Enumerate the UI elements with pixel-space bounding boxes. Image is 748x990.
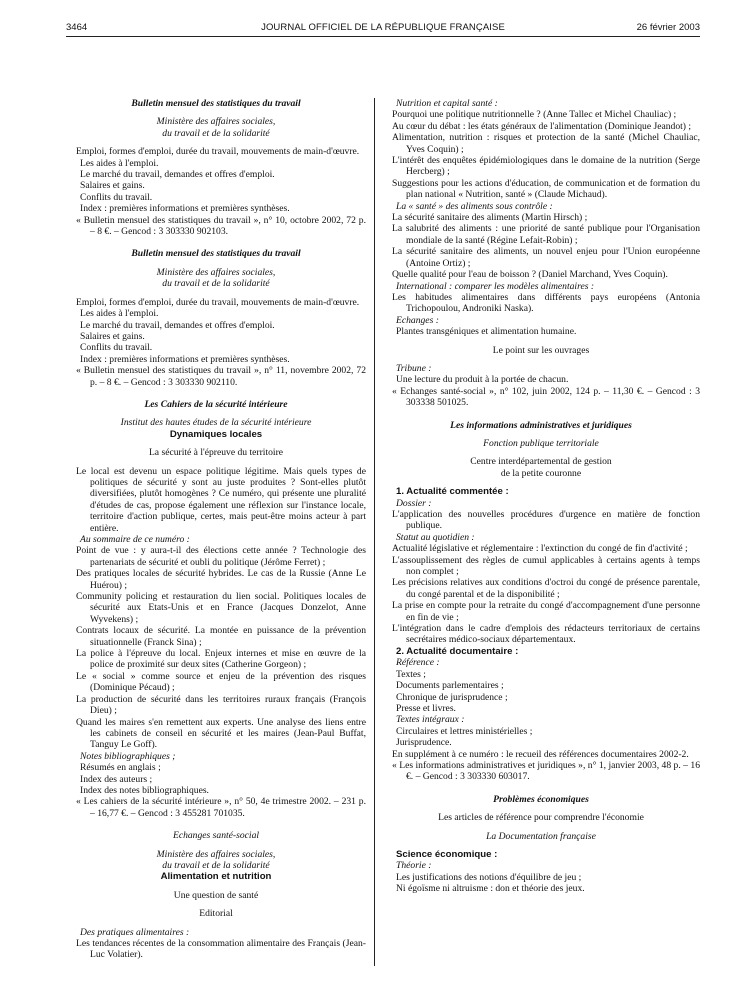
list-item: Le « social » comme source et enjeu de la prévention des risques (Dominique Pécaud) ; [76,670,366,694]
list-item: Les aides à l'emploi. [80,157,159,169]
ministry-line: du travail et de la solidarité [162,278,270,290]
echanges-block [66,830,366,961]
list-item: Emploi, formes d'emploi, durée du travail, mouvements de main-d'œuvre. [76,296,360,308]
list-item: Actualité législative et réglementaire : l'extinction du congé de fin d'activité ; [392,543,688,555]
publication-title: Problèmes économiques [493,793,589,805]
cahiers-block [66,399,366,819]
issue-subtitle: Alimentation et nutrition [160,871,272,883]
section-heading: 2. Actualité documentaire : [396,645,519,657]
list-item: Des pratiques locales de sécurité hybrides. Le cas de la Russie (Anne Le Huérou) ; [76,568,366,591]
list-item: Une lecture du produit à la portée de chacun. [396,374,569,386]
list-item: Le marché du travail, demandes et offres d'emploi. [80,169,275,181]
editorial-heading: Editorial [199,908,233,920]
publisher-line: de la petite couronne [500,467,582,479]
list-item: Circulaires et lettres ministérielles ; [396,725,533,737]
list-item: Emploi, formes d'emploi, durée du travail, mouvements de main-d'œuvre. [76,146,360,158]
issue-date: 26 février 2003 [636,22,700,33]
ministry-line: Ministère des affaires sociales, [156,848,276,860]
list-item: Le marché du travail, demandes et offres d'emploi. [80,319,275,331]
section-label: La « santé » des aliments sous contrôle : [396,200,553,212]
list-item: Les justifications des notions d'équilibre de jeu ; [396,871,582,883]
supplement-note: En supplément à ce numéro : le recueil des références documentaires 2002-2. [392,748,689,760]
list-item: Les tendances récentes de la consommation alimentaire des Français (Jean-Luc Volatier). [76,938,366,961]
list-item: Index : premières informations et premières synthèses. [80,203,290,215]
list-item: Les habitudes alimentaires dans différents pays européens (Antonia Trichopoulou, Androniki Naska). [392,291,700,315]
issue-theme: La sécurité à l'épreuve du territoire [148,447,284,459]
list-item: La prise en compte pour la retraite du congé d'accompagnement d'une personne en fin de vie ; [392,600,700,623]
section-label: Textes intégraux : [396,714,465,726]
section-heading: 1. Actualité commentée : [396,486,509,498]
list-item: L'intégration dans le cadre d'emplois des rédacteurs territoriaux de certains secrétaires médico-sociaux départementaux. [392,623,700,646]
biblio-label: Notes bibliographiques ; [80,750,176,762]
ministry-line: du travail et de la solidarité [162,859,270,871]
publisher-line: La Documentation française [486,830,596,842]
list-item: Index des auteurs ; [80,773,153,785]
section-label: Statut au quotidien : [396,531,475,543]
list-item: Les précisions relatives aux conditions d'octroi du congé de présence parentale, du congé parental et de la disponibilité ; [392,577,700,600]
journal-title: JOURNAL OFFICIEL DE LA RÉPUBLIQUE FRANÇAISE [261,22,505,33]
list-item: Salaires et gains. [80,180,145,192]
bulletin-title: Bulletin mensuel des statistiques du travail [131,98,301,109]
section-heading: Science économique : [396,848,498,860]
list-item: Presse et livres. [396,702,456,714]
publication-subtitle: Les articles de référence pour comprendre l'économie [438,812,644,824]
list-item: Quelle qualité pour l'eau de boisson ? (Daniel Marchand, Yves Coquin). [392,269,668,281]
ministry-line: Ministère des affaires sociales, [156,266,276,278]
publication-reference: « Bulletin mensuel des statistiques du travail », n° 10, octobre 2002, 72 p. – 8 €. – Gencod : 3 303330 902103. [76,214,366,238]
list-item: Contrats locaux de sécurité. La montée en puissance de la prévention situationnelle (Franck Sina) ; [76,625,366,648]
list-item: La salubrité des aliments : une priorité de santé publique pour l'Organisation mondiale de la santé (Régine Lefait-Robin) ; [392,223,700,246]
list-item: Community policing et restauration du lien social. Politiques locales de sécurité aux Etats-Unis et en France (Jacques Donzelot, Anne Wyvekens) ; [76,591,366,625]
issue-subtitle: Dynamiques locales [169,428,263,440]
list-item: Textes ; [396,668,426,680]
issue-theme: Une question de santé [173,889,259,901]
publication-title: Echanges santé-social [172,830,260,842]
list-item: Quand les maires s'en remettent aux experts. Une analyse des liens entre les cabinets de conseil en sécurité et les maires (Jean-Paul Buffat, Tanguy Le Goff). [76,716,366,751]
list-item: Au cœur du débat : les états généraux de l'alimentation (Dominique Jeandot) ; [392,120,692,132]
list-item: Jurisprudence. [396,737,452,749]
subsection-heading: Le point sur les ouvrages [492,344,590,356]
publication-reference: « Bulletin mensuel des statistiques du travail », n° 11, novembre 2002, 72 p. – 8 €. – Gencod : 3 303330 902110. [76,365,366,388]
publication-title: Les informations administratives et juridiques [450,419,632,431]
page-number: 3464 [66,22,88,33]
institute-line: Institut des hautes études de la sécurité intérieure [120,417,312,429]
list-item: La police à l'épreuve du local. Enjeux internes et mise en œuvre de la police de proximité sur deux sites (Catherine Gorgeon) ; [76,648,366,671]
section-label: Référence : [396,657,440,669]
section-label: International : comparer les modèles alimentaires : [396,280,595,292]
list-item: Suggestions pour les actions d'éducation, de communication et de formation du plan national « Nutrition, santé » (Claude Michaud). [392,177,700,201]
list-item: Les aides à l'emploi. [80,308,159,320]
list-item: Plantes transgéniques et alimentation humaine. [396,326,577,338]
list-item: L'assouplissement des règles de cumul applicables à certains agents à temps non complet ; [392,554,700,578]
section-label: Echanges : [396,314,439,326]
publication-title: Les Cahiers de la sécurité intérieure [144,398,288,410]
publication-reference: « Les cahiers de la sécurité intérieure », n° 50, 4e trimestre 2002. – 231 p. – 16,77 €. – Gencod : 3 455281 701035. [76,796,366,819]
publication-reference: « Les informations administratives et juridiques », n° 1, janvier 2003, 48 p. – 16 €. – Gencod : 3 303330 603017. [392,759,700,783]
section-label: Nutrition et capital santé : [396,98,498,109]
column-divider [374,98,375,966]
list-item: Salaires et gains. [80,330,145,342]
list-item: Ni égoïsme ni altruisme : don et théorie des jeux. [396,883,585,895]
list-item: La sécurité sanitaire des aliments (Martin Hirsch) ; [392,212,588,224]
list-item: Conflits du travail. [80,342,153,354]
bulletin-block-1 [66,98,366,237]
bulletin-block-2 [66,248,366,387]
list-item: Chronique de jurisprudence ; [396,691,508,703]
list-item: L'intérêt des enquêtes épidémiologiques dans le domaine de la nutrition (Serge Hercberg) ; [392,155,700,178]
publication-reference: « Echanges santé-social », n° 102, juin 2002, 124 p. – 11,30 €. – Gencod : 3 303338 501025. [392,385,700,409]
list-item: Documents parlementaires ; [396,680,504,692]
ministry-line: Ministère des affaires sociales, [156,116,276,128]
list-item: La production de sécurité dans les territoires ruraux français (François Dieu) ; [76,693,366,717]
list-item: Alimentation, nutrition : risques et protection de la santé (Michel Chauliac, Yves Coquin) ; [392,132,700,155]
list-item: La sécurité sanitaire des aliments, un nouvel enjeu pour l'Union européenne (Antoine Ortiz) ; [392,246,700,269]
list-item: L'application des nouvelles procédures d'urgence en matière de fonction publique. [392,509,700,532]
list-item: Index : premières informations et premières synthèses. [80,353,290,365]
list-item: Résumés en anglais ; [80,762,161,774]
summary-label: Au sommaire de ce numéro : [80,534,190,545]
list-item: Index des notes bibliographiques. [80,784,209,796]
section-label: Dossier : [396,497,432,509]
list-item: Point de vue : y aura-t-il des élections cette année ? Technologie des partenariats de sécurité et oubli du politique (Jérôme Ferret) ; [76,545,366,568]
intro-paragraph: Le local est devenu un espace politique légitime. Mais quels types de politiques de sécurité y sont au juste produites ? Sont-elles plutôt diversifiées, plutôt homogènes ? Ce numéro, qui présente une pluralité d'études de cas, propose également une réflexion sur l'instance locale, territoire d'action publique, certes, mais peut-être moins acteur à part entière. [76,465,366,534]
bulletin-title: Bulletin mensuel des statistiques du travail [131,248,301,260]
list-item: Pourquoi une politique nutritionnelle ? (Anne Tallec et Michel Chauliac) ; [392,109,677,121]
publisher-line: Centre interdépartemental de gestion [470,456,612,468]
right-column [382,98,700,895]
list-item: Conflits du travail. [80,191,153,203]
ministry-line: du travail et de la solidarité [162,127,270,139]
section-label: Tribune : [396,362,432,374]
section-label: Des pratiques alimentaires : [80,926,190,938]
section-label: Théorie : [396,860,432,872]
left-column [66,98,366,961]
publication-subtitle: Fonction publique territoriale [483,437,599,449]
page-header [66,22,700,37]
